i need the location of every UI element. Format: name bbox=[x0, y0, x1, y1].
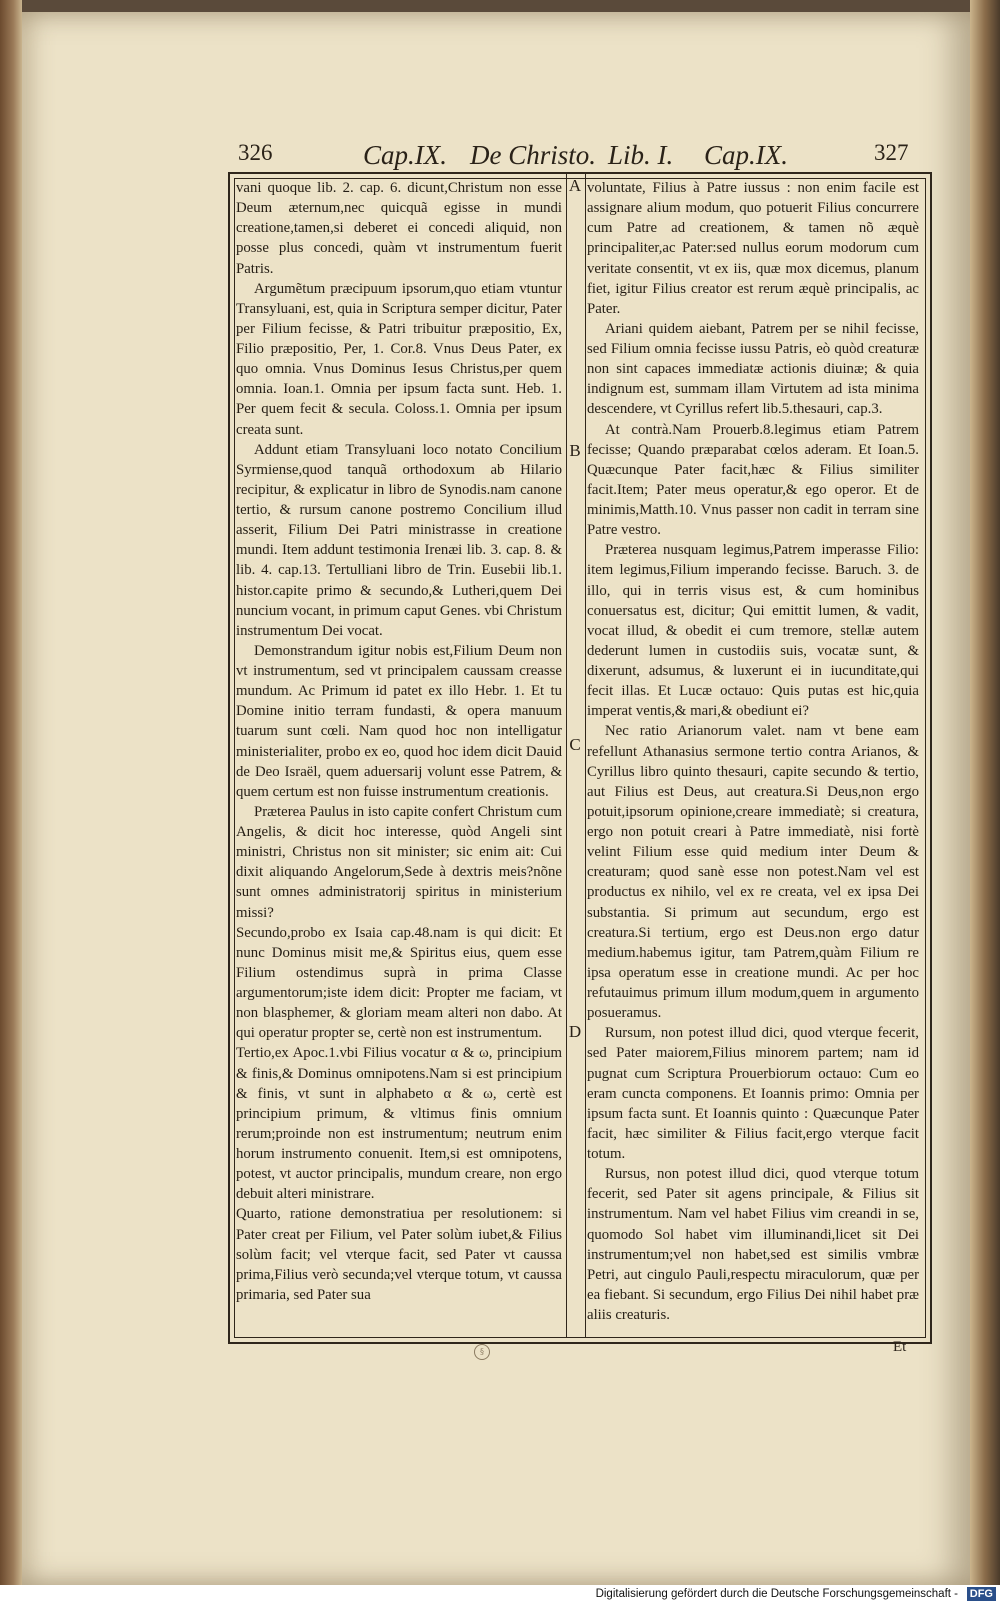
footer-credit: Digitalisierung gefördert durch die Deutsche Forschungsgemeinschaft - bbox=[595, 1588, 958, 1600]
paragraph: Præterea nusquam legimus,Patrem imperasse Filio: item legimus,Filium imperando fecisse. Baruch. 3. de illo, qui in terris visus est, & cum hominibus conuersatus est, dicitur; Qui emittit lumen, & vadit, vocat illud, & obedit ei cum tremore, stellæ autem dederunt lumen in custodiis suis, vocatæ sunt, & dixerunt, adsumus, & luxerunt ei in iucunditate,qui fecit illas. Et Lucæ octauo: Quis putas est hic,quia imperat ventis,& mari,& obediunt ei? bbox=[587, 542, 919, 720]
paragraph: Nec ratio Arianorum valet. nam vt bene eam refellunt Athanasius sermone tertio contra Arianos, & Cyrillus libro quinto thesauri, capite secundo & tertio, aut Filius est Deus, aut creatura.Si Deus,non ergo potuit,ipsorum opinione,creare immediatè; si creatura, ergo non potuit creari à Patre immediatè, nisi fortè velint Filium esse quid medium inter Deum & creaturam; quod sanè esse non potest.Nam vel est productus ex nihilo, vel ex re creata, vel ex ipsa Dei substantia. Si primum aut secundum, ergo est creatura.Si tertium, ergo est Deus.non ergo datur medium.habemus igitur, tam Patrem,quàm Filium re ipsa operatum esse in creatione mundi. Ac per hoc refutauimus primum illum modum,quem in argumento posueramus. bbox=[587, 723, 919, 1022]
paragraph: vani quoque lib. 2. cap. 6. dicunt,Christum non esse Deum æternum,nec quicquã egisse in mundi creatione,tamen,si deberet ei concedi aliquid, non posse plus concedi, quàm vt instrumentum fuerit Patris. bbox=[236, 180, 562, 277]
paragraph: Ariani quidem aiebant, Patrem per se nihil fecisse, sed Filium omnia fecisse iussu Patris, eò quòd creaturæ non sint capaces immediatæ actionis diuinæ; & quia indignum est, summam illam Virtutem ad ista minima descendere, vt Cyrillus refert lib.5.thesauri, cap.3. bbox=[587, 320, 919, 418]
left-column bbox=[236, 178, 562, 1305]
paragraph: Rursus, non potest illud dici, quod vterque totum fecerit, sed Pater sit agens principale, & Filius sit instrumentum. Nam vel habet Filius vim creandi in se, quomodo Sol habet vim illuminandi,licet sit Dei instrumentum;vel non habet,sed est similis vmbræ Petri, aut cingulo Pauli,respectu miraculorum, quæ per ea fiebant. Si secundum, ergo Filius Dei nihil habet præ aliis creaturis. bbox=[587, 1166, 919, 1323]
margin-marker-a: A bbox=[568, 176, 582, 195]
right-column bbox=[587, 178, 919, 1325]
margin-marker-b: B bbox=[569, 441, 581, 460]
paragraph: voluntate, Filius à Patre iussus : non enim facile est assignare alium modum, quo potuerit Filius concurrere cum Patre ad creationem, & tamen nõ æquè principaliter,ac Pater:sed nullus eorum modorum cum veritate consentit, vt ex iis, quæ mox dicemus, planum fiet, igitur Filius creator est rerum æquè principalis, ac Pater. bbox=[587, 180, 919, 317]
paragraph: Secundo,probo ex Isaia cap.48.nam is qui dicit: Et nunc Dominus misit me,& Spiritus eius, quem esse Filium ostendimus suprà in prima Classe argumentorum;iste idem dicit: Propter me faciam, vt non blasphemer, & gloriam meam alteri non dabo. At qui operatur propter se, certè non est instrumentum. bbox=[236, 924, 562, 1042]
paragraph: Tertio,ex Apoc.1.vbi Filius vocatur α & ω, principium & finis,& Dominus omnipotens.Nam si est principium & finis, vt sunt in alphabeto α & ω, certè est principium primum, & vltimus finis omnium rerum;proinde non est instrumentum; neutrum enim horum instrumento conuenit. Item,si est omnipotens, potest, vt auctor principalis, mundum creare, non ergo debuit alteri ministrare. bbox=[236, 1045, 562, 1203]
paragraph: Præterea Paulus in isto capite confert Christum cum Angelis, & dicit hoc interesse, quòd Angeli sint ministri, Christus non sit minister; sic enim ait: Cui dixit aliquando Angelorum,Sede à dextris meis?nõne sunt omnes administratorij spiritus in ministerium missi? bbox=[236, 803, 562, 921]
header-book: Lib. I. bbox=[608, 140, 674, 170]
header-chapter-right: Cap.IX. bbox=[704, 140, 788, 170]
running-header bbox=[238, 140, 930, 174]
dfg-logo: DFG bbox=[967, 1587, 996, 1601]
paragraph: Demonstrandum igitur nobis est,Filium Deum non vt instrumentum, sed vt principalem caussam creasse mundum. Ac Primum id patet ex illo Hebr. 1. Et tu Domine initio terram fundasti, & opera manuum tuarum sunt cœli. Nam quod hoc non intelligatur ministerialiter, probo ex eo, quod hoc idem dicit Dauid de Deo Israël, quem aduersarij volunt esse Patrem, & quem certum est non fuisse instrumentum creationis. bbox=[236, 642, 562, 800]
column-divider bbox=[566, 174, 586, 1338]
header-title: De Christo. bbox=[470, 140, 597, 170]
library-stamp-icon: § bbox=[474, 1344, 490, 1360]
page-number-left: 326 bbox=[238, 140, 273, 165]
page-edge-right bbox=[970, 0, 1000, 1585]
paragraph: Quarto, ratione demonstratiua per resolutionem: si Pater creat per Filium, vel Pater solùm iubet,& Filius solùm facit; vel vterque facit, sed Pater vt caussa prima,Filius verò secunda;vel vterque totum, vt caussa primaria, sed Pater sua bbox=[236, 1206, 562, 1303]
paragraph: Rursum, non potest illud dici, quod vterque fecerit, sed Pater maiorem,Filius minorem partem; nam id pugnat cum Scriptura Prouerbiorum octauo: Cum eo eram cuncta componens. Et Ioannis primo: Omnia per ipsum facta sunt. Et Ioannis quinto : Quæcunque Pater facit, hæc similiter & Filius facit,ergo vterque facit totum. bbox=[587, 1025, 919, 1162]
margin-marker-c: C bbox=[569, 735, 581, 754]
margin-marker-d: D bbox=[568, 1022, 582, 1041]
paragraph: Addunt etiam Transyluani loco notato Concilium Syrmiense,quod tanquã orthodoxum ab Hilario recipitur, & explicatur in libro de Synodis.nam canone tertio, & rursum canone postremo Concilium illud asserit, Filium Dei Patri ministrasse in creatione mundi. Item addunt testimonia Irenæi lib. 3. cap. 8. & lib. 4. cap.13. Tertulliani libro de Trin. Eusebii lib.1. histor.capite primo & secundo,& Lutheri,quem Dei nuncium vocant, in primum caput Genes. vbi Christum instrumentum Dei vocat. bbox=[236, 441, 562, 639]
book-edge bbox=[0, 0, 22, 1585]
footer-bar bbox=[0, 1585, 1000, 1606]
paragraph: Argumẽtum præcipuum ipsorum,quo etiam vtuntur Transyluani, est, quia in Scriptura semper dicitur, Pater per Filium fecisse, & Patri tribuitur præpositio, Ex, Filio præpositio, Per, 1. Cor.8. Vnus Deus Pater, ex quo omnia. Vnus Dominus Iesus Christus,per quem omnia. Ioan.1. Omnia per ipsum facta sunt. Heb. 1. Per quem fecit & secula. Coloss.1. Omnia per ipsum creata sunt. bbox=[236, 280, 562, 438]
paragraph: At contrà.Nam Prouerb.8.legimus etiam Patrem fecisse; Quando præparabat cœlos aderam. Et Ioan.5. Quæcunque Pater facit,hæc & Filius similiter facit.Item; Pater meus operatur,& ego operor. Et de minimis,Matth.10. Vnus passer non cadit in terram sine Patre vestro. bbox=[587, 421, 919, 539]
header-chapter-left: Cap.IX. bbox=[363, 140, 447, 170]
page-number-right: 327 bbox=[874, 140, 909, 165]
catchword: Et bbox=[893, 1339, 907, 1355]
